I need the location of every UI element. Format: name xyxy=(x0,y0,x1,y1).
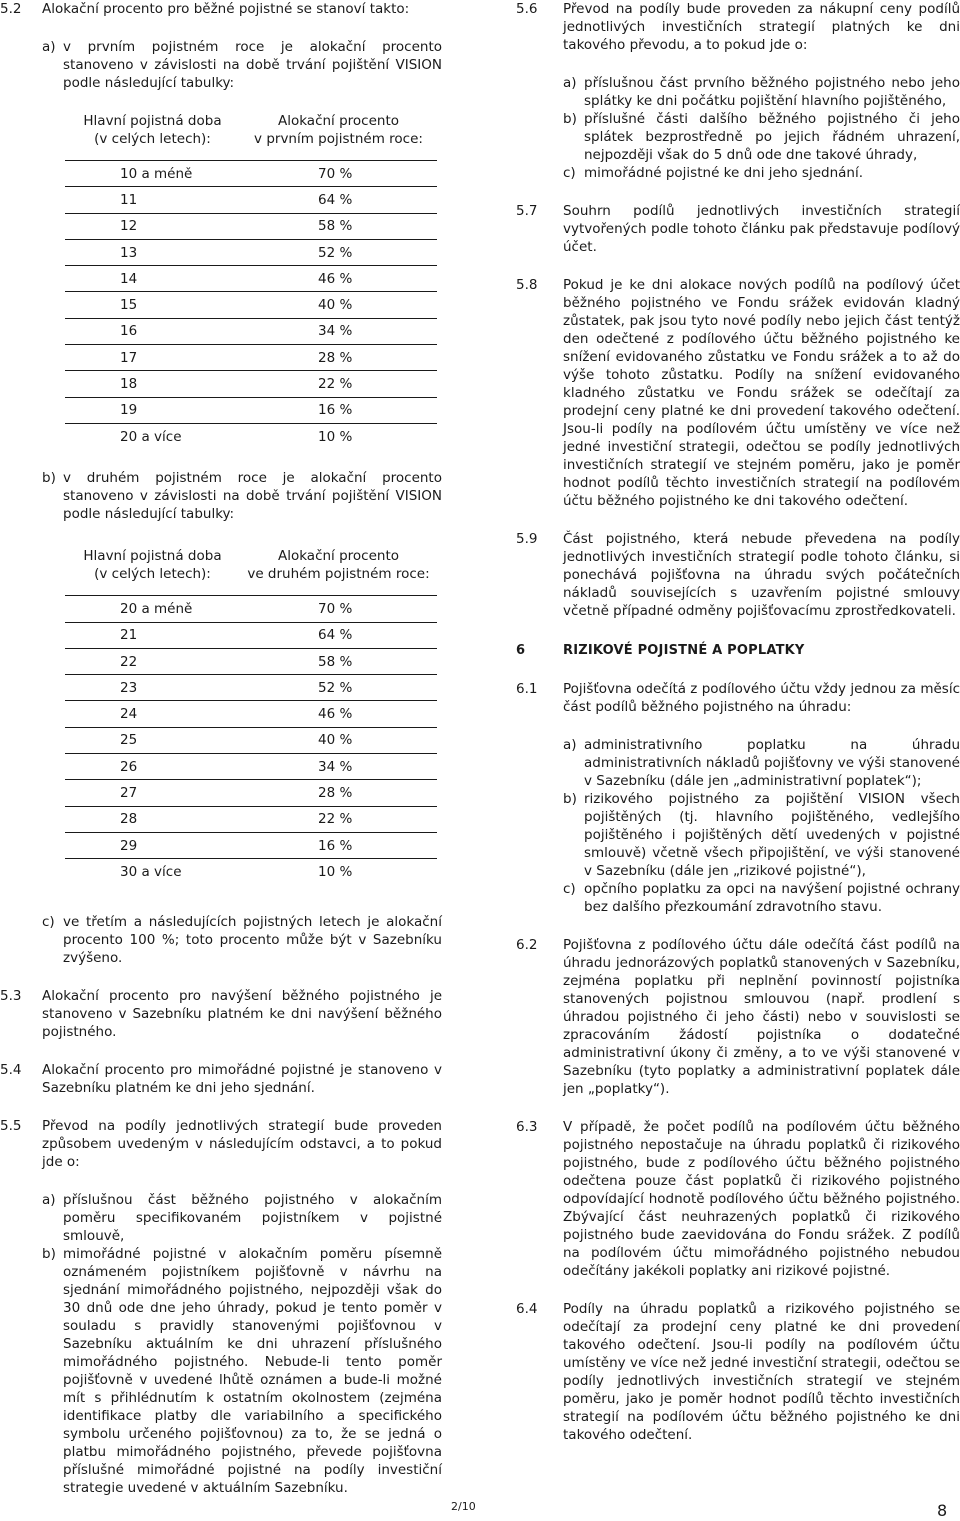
right-column xyxy=(516,0,960,1444)
list-text: opčního poplatku za opci na navýšení pojistné ochrany bez dalšího přezkoumání zdravotního stavu. xyxy=(584,881,960,915)
section-5-3 xyxy=(0,987,442,1041)
table-row: 27 28 % xyxy=(65,780,437,806)
section-number: 5.5 xyxy=(0,1117,22,1134)
list-text: mimořádné pojistné v alokačním poměru písemně oznámeném pojistníkem pojišťovně v návrhu na sjednání mimořádného pojistného, nejpozději však do 30 dnů ode dne jeho úhrady, pokud je tento poměr v souladu s pravidly stanovenými pojišťovnou v Sazebníku aktuálním ke dni uhrazení příslušného mimořádného pojistného. Nebude-li tento poměr pojišťovně v uvedené lhůtě oznámen a bude-li možné mít s přihlédnutím k ostatním okolnostem (zejména identifikace platby dle variabilního a specifického symbolu určeného pojišťovnou) za to, že se jedná o platbu mimořádného pojistného, převede pojišťovna příslušné mimořádné pojistné na podíly investiční strategie uvedené v aktuálním Sazebníku. xyxy=(63,1245,442,1496)
table-row: 24 46 % xyxy=(65,701,437,727)
section-number: 6.2 xyxy=(516,937,538,953)
section-text: Pokud je ke dni alokace nových podílů na podílový účet běžného pojistného ve Fondu srážek evidován kladný zůstatek, pak jsou tyto nové podíly nebo jejich část tentýž den odečtené z podílového účtu běžného pojistného ke snížení evidovaného zůstatku ve Fondu srážek a to až do výše tohoto zůstatku. Podíly na snížení evidovaného kladného zůstatku ve Fondu srážek se odečítají za prodejní ceny platné ke dni provedení takového odečtení. Jsou-li podíly na podílovém účtu umístěny ve více než jedné investiční strategii, odečtou se podíly jednotlivých investičních strategií ve stejném poměru, jako je poměr hodnot podílů těchto investičních strategií na podílovém účtu běžného pojistného ke dni takového odečtení. xyxy=(563,277,960,509)
list-item-5-2-c xyxy=(42,913,442,967)
list-item-5-6-b xyxy=(563,110,960,164)
section-text: Alokační procento pro navýšení běžného pojistného je stanoveno v Sazebníku platném ke dni navýšení běžného pojistného. xyxy=(42,987,442,1040)
left-column xyxy=(0,0,442,1497)
section-6-1 xyxy=(516,680,960,716)
list-label: b) xyxy=(563,791,577,807)
table-row: 14 46 % xyxy=(65,266,437,292)
section-text: Podíly na úhradu poplatků a rizikového pojistného se odečítají za prodejní ceny platné ke dni provedení takového odečtení. Jsou-li podíly na podílovém účtu umístěny ve více než jedné investiční strategii, odečtou se podíly jednotlivých investičních strategií ve stejném poměru, jako je poměr hodnot podílů těchto investičních strategií na podílovém účtu běžného pojistného ke dni takového odečtení. xyxy=(563,1301,960,1443)
section-number: 5.7 xyxy=(516,203,538,219)
list-item-6-1-a xyxy=(563,736,960,790)
section-5-9 xyxy=(516,530,960,620)
list-item-5-2-b xyxy=(42,469,442,523)
section-number: 6.4 xyxy=(516,1301,538,1317)
table-row: 25 40 % xyxy=(65,727,437,753)
table-row: 12 58 % xyxy=(65,213,437,239)
chapter-6-heading xyxy=(516,642,960,660)
table-row: 28 22 % xyxy=(65,806,437,832)
section-text: Pojišťovna z podílového účtu dále odečítá část podílů na úhradu jednorázových poplatků stanovených v Sazebníku, zejména poplatku při neplnění povinností pojistníka stanovených pojistnou smlouvou (např. prodlení s úhradou pojistného či jeho části) nebo v souvislosti se zpracováním žádostí pojistníka o dodatečné administrativní úkony či změny, a to ve výši stanovené v Sazebníku (tyto poplatky a administrativní poplatek dále jen „poplatky“). xyxy=(563,937,960,1097)
list-text: mimořádné pojistné ke dni jeho sjednání. xyxy=(584,165,864,181)
list-label: a) xyxy=(563,737,577,753)
list-item-5-2-a xyxy=(42,38,442,92)
table-row: 16 34 % xyxy=(65,318,437,344)
section-text: Alokační procento pro běžné pojistné se stanoví takto: xyxy=(42,1,410,17)
list-label: c) xyxy=(563,165,576,181)
list-text: v druhém pojistném roce je alokační procento stanoveno v závislosti na době trvání pojištění VISION podle následující tabulky: xyxy=(63,470,442,523)
section-text: Část pojistného, která nebude převedena na podíly jednotlivých investičních strategií podle tohoto článku, si ponechává pojišťovna na úhradu svých počátečních nákladů souvisejících s uzavřením pojistné smlouvy včetně případné odměny pojišťovacímu zprostředkovateli. xyxy=(563,531,960,619)
list-label: a) xyxy=(42,1191,56,1208)
section-text: Převod na podíly bude proveden za nákupní ceny podílů jednotlivých investičních strategií platných ke dni takového převodu, a to pokud jde o: xyxy=(563,1,960,53)
section-number: 6.1 xyxy=(516,681,538,697)
list-label: c) xyxy=(563,881,576,897)
section-number: 6 xyxy=(516,643,526,658)
table-header-term: Hlavní pojistná doba (v celých letech): xyxy=(65,112,240,161)
section-6-2 xyxy=(516,936,960,1098)
section-6-4 xyxy=(516,1300,960,1444)
list-item-6-1-c xyxy=(563,880,960,916)
section-text: V případě, že počet podílů na podílovém účtu běžného pojistného nepostačuje na úhradu poplatků či rizikového pojistného, bude z podílového účtu běžného pojistného odečtena pouze část poplatků či rizikového pojistného odpovídající hodnotě podílového účtu běžného pojistného. Zbývající část neuhrazených poplatků či rizikového pojistného bude zaevidována do Fondu srážek. Z podílů na podílovém účtu mimořádného pojistného nebudou odečítány jakékoli poplatky ani rizikové pojistné. xyxy=(563,1119,960,1279)
table-row: 26 34 % xyxy=(65,754,437,780)
section-5-4 xyxy=(0,1061,442,1097)
table-header-term: Hlavní pojistná doba (v celých letech): xyxy=(65,547,240,596)
list-text: příslušnou část prvního běžného pojistného nebo jeho splátky ke dni počátku pojištění hlavního pojištěného, xyxy=(584,75,960,109)
list-text: v prvním pojistném roce je alokační procento stanoveno v závislosti na době trvání pojištění VISION podle následující tabulky: xyxy=(63,39,442,91)
list-text: příslušné části dalšího běžného pojistného či jeho splátek bezprostředně po jejich řádném uhrazení, nejpozději však do 5 dnů ode dne takové úhrady, xyxy=(584,111,960,163)
table-row: 29 16 % xyxy=(65,832,437,858)
chapter-title: RIZIKOVÉ POJISTNÉ A POPLATKY xyxy=(563,643,805,658)
list-text: administrativního poplatku na úhradu administrativních nákladů pojišťovny ve výši stanovené v Sazebníku (dále jen „administrativní poplatek“); xyxy=(584,737,960,789)
table-row: 10 a méně 70 % xyxy=(65,161,437,187)
table-row: 13 52 % xyxy=(65,239,437,265)
section-5-2 xyxy=(0,0,442,18)
section-text: Alokační procento pro mimořádné pojistné je stanoveno v Sazebníku platném ke dni jeho sjednání. xyxy=(42,1061,442,1096)
list-text: rizikového pojistného za pojištění VISION všech pojištěných (tj. hlavního pojištěného, vedlejšího pojištěného i pojištěných dětí uvedených v pojistné smlouvě) včetně všech připojištění, ve výši stanovené v Sazebníku (dále jen „rizikové pojistné“), xyxy=(584,791,960,879)
table-row: 20 a méně 70 % xyxy=(65,596,437,622)
section-6-3 xyxy=(516,1118,960,1280)
list-label: b) xyxy=(42,470,56,487)
section-5-6 xyxy=(516,0,960,54)
list-label: b) xyxy=(563,111,577,127)
table-row: 18 22 % xyxy=(65,371,437,397)
section-text: Pojišťovna odečítá z podílového účtu vždy jednou za měsíc část podílů běžného pojistného na úhradu: xyxy=(563,681,960,715)
list-item-6-1-b xyxy=(563,790,960,880)
allocation-table-first-year xyxy=(65,112,437,449)
list-item-5-6-c xyxy=(563,164,960,182)
list-item-5-5-b xyxy=(42,1245,442,1497)
table-row: 21 64 % xyxy=(65,622,437,648)
list-label: a) xyxy=(42,39,56,55)
section-5-5 xyxy=(0,1117,442,1171)
table-row: 11 64 % xyxy=(65,187,437,213)
section-number: 5.2 xyxy=(0,1,22,17)
table-row: 17 28 % xyxy=(65,345,437,371)
list-item-5-5-a xyxy=(42,1191,442,1245)
page-number: 2/10 xyxy=(451,1500,476,1513)
list-label: a) xyxy=(563,75,577,91)
section-number: 5.6 xyxy=(516,1,538,17)
table-row: 30 a více 10 % xyxy=(120,863,353,880)
list-item-5-6-a xyxy=(563,74,960,110)
section-number: 5.9 xyxy=(516,531,538,547)
section-5-7 xyxy=(516,202,960,256)
table-header-percent: Alokační procento v prvním pojistném roce: xyxy=(240,112,437,161)
section-number: 6.3 xyxy=(516,1119,538,1135)
table-row: 22 58 % xyxy=(65,648,437,674)
list-text: příslušnou část běžného pojistného v alokačním poměru specifikovaném pojistníkem v pojistné smlouvě, xyxy=(63,1191,442,1244)
section-number: 5.3 xyxy=(0,987,22,1004)
section-text: Souhrn podílů jednotlivých investičních strategií vytvořených podle tohoto článku pak představuje podílový účet. xyxy=(563,203,960,255)
section-text: Převod na podíly jednotlivých strategií bude proveden způsobem uvedeným v následujícím odstavci, a to pokud jde o: xyxy=(42,1117,442,1170)
table-row: 20 a více 10 % xyxy=(120,428,353,445)
allocation-table-second-year xyxy=(65,547,437,884)
table-header-percent: Alokační procento ve druhém pojistném roce: xyxy=(240,547,437,596)
section-number: 5.8 xyxy=(516,277,538,293)
list-label: b) xyxy=(42,1245,56,1262)
list-text: ve třetím a následujících pojistných letech je alokační procento 100 %; toto procento může být v Sazebníku zvýšeno. xyxy=(63,913,442,966)
table-row: 15 40 % xyxy=(65,292,437,318)
table-row: 23 52 % xyxy=(65,675,437,701)
section-number: 5.4 xyxy=(0,1061,22,1078)
section-5-8 xyxy=(516,276,960,510)
table-row: 19 16 % xyxy=(65,397,437,423)
list-label: c) xyxy=(42,913,55,930)
page-mark: 8 xyxy=(937,1501,948,1520)
